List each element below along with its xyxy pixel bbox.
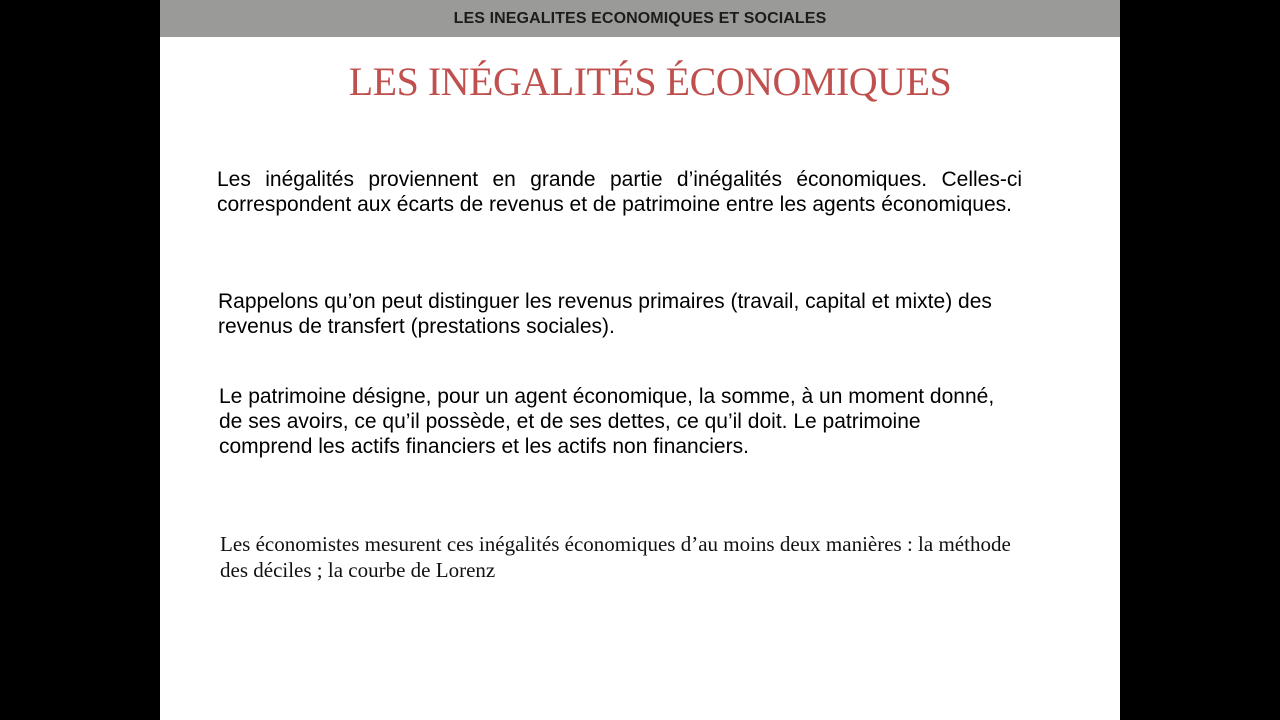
banner-title: LES INEGALITES ECONOMIQUES ET SOCIALES — [453, 9, 827, 27]
paragraph-patrimony-definition: Le patrimoine désigne, pour un agent économique, la somme, à un moment donné, de ses avoirs, ce qu’il possède, et de ses dettes, ce qu’il doit. Le patrimoine comprend les actifs financiers et les actifs non financiers. — [219, 385, 995, 458]
slide-title: LES INÉGALITÉS ÉCONOMIQUES — [348, 59, 952, 104]
slide — [160, 0, 1120, 720]
paragraph-income-types: Rappelons qu’on peut distinguer les revenus primaires (travail, capital et mixte) des revenus de transfert (prestations sociales). — [218, 290, 992, 338]
paragraph-inequalities-definition: Les inégalités proviennent en grande partie d’inégalités économiques. Celles-ci correspondent aux écarts de revenus et de patrimoine entre les agents économiques. — [217, 168, 1022, 216]
paragraph-measurement-methods: Les économistes mesurent ces inégalités économiques d’au moins deux manières : la méthode des déciles ; la courbe de Lorenz — [220, 532, 1011, 582]
header-banner — [160, 0, 1120, 37]
